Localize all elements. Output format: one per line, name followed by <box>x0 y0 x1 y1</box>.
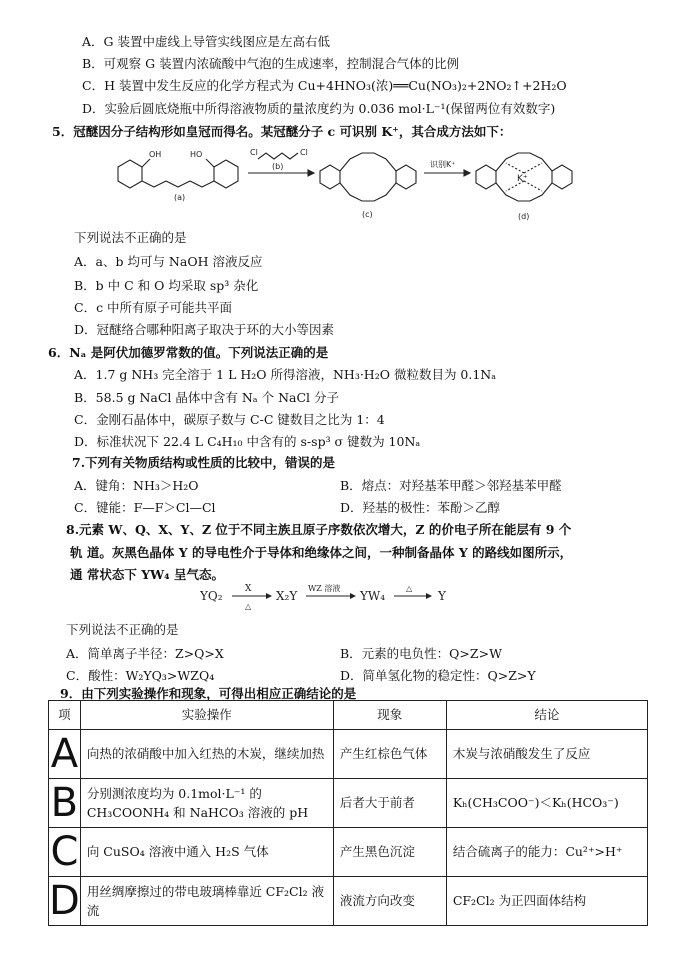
q6-option-d: D．标准状况下 22.4 L C₄H₁₀ 中含有的 s-sp³ σ 键数为 10Nₐ <box>74 434 421 449</box>
q7-option-b: B．熔点：对羟基苯甲醛＞邻羟基苯甲醛 <box>340 478 562 493</box>
row-conclusion: 结合硫离子的能力：Cu²⁺>H⁺ <box>446 828 647 877</box>
row-letter: D <box>49 878 80 924</box>
header-item: 项 <box>49 701 81 730</box>
header-phenomenon: 现象 <box>333 701 446 730</box>
q7-option-d: D．羟基的极性：苯酚＞乙醇 <box>340 500 501 515</box>
table-row <box>49 828 648 877</box>
q8-option-d: D．简单氢化物的稳定性：Q>Z>Y <box>340 668 536 683</box>
q4-option-b: B．可观察 G 装置内浓硫酸中气泡的生成速率，控制混合气体的比例 <box>82 56 460 71</box>
q6-option-a: A．1.7 g NH₃ 完全溶于 1 L H₂O 所得溶液，NH₃·H₂O 微粒数目为 0.1Nₐ <box>74 367 497 382</box>
q8-option-b: B．元素的电负性：Q>Z>W <box>340 646 502 661</box>
q6-stem: 6．Nₐ 是阿伏加德罗常数的值。下列说法正确的是 <box>48 345 329 360</box>
q7-option-a: A．键角：NH₃＞H₂O <box>74 478 199 493</box>
row-operation: 用丝绸摩擦过的带电玻璃棒靠近 CF₂Cl₂ 液流 <box>80 877 333 926</box>
oh-label-2: HO <box>190 150 203 159</box>
scheme-arrow1-bottom: △ <box>245 602 252 611</box>
q8-stem-line-3: 通 常状态下 YW₄ 呈气态。 <box>70 567 224 582</box>
header-conclusion: 结论 <box>446 701 647 730</box>
recognize-label: 识别K⁺ <box>430 160 456 169</box>
q8-option-c: C．酸性：W₂YQ₃>WZQ₄ <box>66 668 215 683</box>
table-header-row <box>49 701 648 730</box>
row-letter: A <box>49 730 81 779</box>
q8-ask: 下列说法不正确的是 <box>66 622 179 637</box>
cl-label-2: Cl <box>300 148 308 157</box>
row-conclusion: CF₂Cl₂ 为正四面体结构 <box>446 877 647 926</box>
row-phenomenon: 产生红棕色气体 <box>333 730 446 779</box>
row-phenomenon: 液流方向改变 <box>333 877 446 926</box>
scheme-arrow1-top: X <box>245 584 252 594</box>
oh-label-1: OH <box>149 150 162 159</box>
cl-label-1: Cl <box>250 148 258 157</box>
scheme-species-3: YW₄ <box>360 589 386 603</box>
row-phenomenon: 产生黑色沉淀 <box>333 828 446 877</box>
q5-ask: 下列说法不正确的是 <box>74 230 187 245</box>
header-operation: 实验操作 <box>80 701 333 730</box>
scheme-arrow3-top: △ <box>406 584 413 593</box>
molecule-d <box>476 153 572 221</box>
y-preparation-scheme <box>200 583 460 613</box>
table-row <box>49 730 648 779</box>
q6-option-c: C．金刚石晶体中，碳原子数与 C-C 键数目之比为 1：4 <box>74 412 385 427</box>
table-row <box>49 779 648 828</box>
recognize-arrow <box>424 159 470 176</box>
row-operation: 向热的浓硝酸中加入红热的木炭，继续加热 <box>80 730 333 779</box>
label-c: (c) <box>362 210 373 219</box>
molecule-c <box>320 153 416 219</box>
row-letter: B <box>49 779 81 828</box>
molecule-a <box>118 150 238 202</box>
row-phenomenon: 后者大于前者 <box>333 779 446 828</box>
q7-option-c: C．键能：F—F＞Cl—Cl <box>74 500 216 515</box>
q9-experiment-table <box>48 700 648 926</box>
q8-option-a: A．简单离子半径：Z>Q>X <box>66 646 224 661</box>
reagent-b <box>248 148 314 176</box>
row-conclusion: Kₕ(CH₃COO⁻)＜Kₕ(HCO₃⁻) <box>446 779 647 828</box>
q5-stem: 5．冠醚因分子结构形如皇冠而得名。某冠醚分子 c 可识别 K⁺，其合成方法如下： <box>52 124 512 139</box>
table-row <box>49 877 648 926</box>
scheme-species-4: Y <box>438 589 446 603</box>
q5-option-b: B．b 中 C 和 O 均采取 sp³ 杂化 <box>74 278 259 293</box>
row-conclusion: 木炭与浓硝酸发生了反应 <box>446 730 647 779</box>
row-letter: C <box>50 829 79 875</box>
q8-stem-line-2: 轨 道。灰黑色晶体 Y 的导电性介于导体和绝缘体之间，一种制备晶体 Y 的路线如图所示， <box>70 545 573 560</box>
q7-stem: 7.下列有关物质结构或性质的比较中，错误的是 <box>72 455 336 470</box>
q4-option-a: A．G 装置中虚线上导管实线图应是左高右低 <box>82 34 330 49</box>
label-b: (b) <box>272 162 284 171</box>
q6-option-b: B．58.5 g NaCl 晶体中含有 Nₐ 个 NaCl 分子 <box>74 390 339 405</box>
scheme-species-2: X₂Y <box>276 589 298 603</box>
q4-option-d: D．实验后圆底烧瓶中所得溶液物质的量浓度约为 0.036 mol·L⁻¹(保留两位有效数字) <box>82 101 556 116</box>
row-operation: 分别测浓度均为 0.1mol·L⁻¹ 的 CH₃COONH₄ 和 NaHCO₃ 溶液的 pH <box>80 779 333 828</box>
scheme-species-1: YQ₂ <box>200 589 223 603</box>
q5-option-a: A．a、b 均可与 NaOH 溶液反应 <box>74 254 263 269</box>
crown-ether-synthesis-diagram <box>100 145 580 227</box>
k-plus-label: K⁺ <box>517 174 528 184</box>
q4-option-c: C．H 装置中发生反应的化学方程式为 Cu+4HNO₃(浓)══Cu(NO₃)₂+2NO₂↑+2H₂O <box>82 78 567 93</box>
scheme-arrow2-top: WZ 溶液 <box>308 584 341 593</box>
q8-stem-line-1: 8.元素 W、Q、X、Y、Z 位于不同主族且原子序数依次增大，Z 的价电子所在能层有 9 个 <box>66 522 572 537</box>
q5-option-c: C．c 中所有原子可能共平面 <box>74 300 233 315</box>
row-operation: 向 CuSO₄ 溶液中通入 H₂S 气体 <box>80 828 333 877</box>
label-d: (d) <box>518 212 530 221</box>
q5-option-d: D．冠醚络合哪种阳离子取决于环的大小等因素 <box>74 322 335 337</box>
q9-stem: 9．由下列实验操作和现象，可得出相应正确结论的是 <box>60 686 357 701</box>
label-a: (a) <box>174 193 186 202</box>
